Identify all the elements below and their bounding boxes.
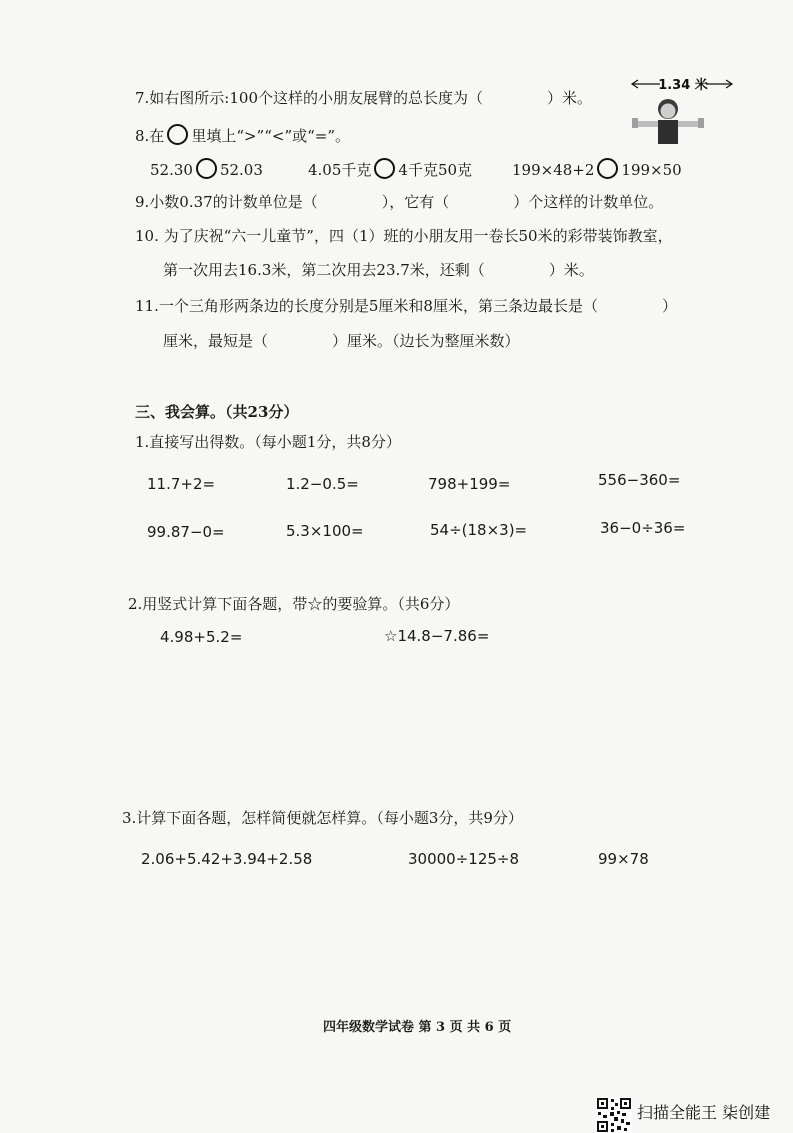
q8-item-1: [150, 158, 263, 180]
simplify-calc-3: 99×78: [598, 850, 649, 868]
q8-text2: 里填上“>”“<”或“=”。: [191, 127, 351, 145]
q9-line: [135, 192, 663, 212]
q9-b: ），它有（: [381, 193, 450, 211]
calc-2-3: 54÷(18×3)=: [430, 521, 528, 539]
child-arm-span-figure: [628, 76, 738, 146]
q11-line-1: [135, 296, 677, 316]
calc-1-4: 556−360=: [598, 471, 681, 489]
q8-item-3-circle[interactable]: [597, 158, 618, 179]
section-3-part-1-title: 1.直接写出得数。（每小题1分，共8分）: [135, 433, 401, 451]
calc-2-1: 99.87−0=: [147, 523, 225, 541]
vertical-calc-1: 4.98+5.2=: [160, 628, 243, 646]
q9-a: 9.小数0.37的计数单位是（: [135, 193, 318, 211]
q11-line2a: 厘米，最短是（: [163, 332, 269, 350]
q8-text: 8.在: [135, 127, 165, 145]
section-3-part-2-title: 2.用竖式计算下面各题，带☆的要验算。（共6分）: [128, 595, 460, 613]
q8-item-2-left: 4.05千克: [308, 161, 372, 179]
q8-item-3-left: 199×48+2: [512, 161, 595, 179]
q11-line1a: 11.一个三角形两条边的长度分别是5厘米和8厘米，第三条边最长是（: [135, 297, 598, 315]
q7-text: 7.如右图所示:100个这样的小朋友展臂的总长度为（: [135, 89, 483, 107]
q11-line1b: ）: [661, 297, 677, 315]
calc-1-3: 798+199=: [428, 475, 511, 493]
q8-item-1-circle[interactable]: [196, 158, 217, 179]
simplify-calc-2: 30000÷125÷8: [408, 850, 520, 868]
q8-item-2: [308, 158, 472, 180]
q8-line: [135, 124, 350, 146]
qr-code-icon: [596, 1097, 632, 1133]
calc-2-4: 36−0÷36=: [600, 519, 686, 537]
q8-item-2-circle[interactable]: [374, 158, 395, 179]
q7-line: [135, 88, 592, 108]
calc-1-1: 11.7+2=: [147, 475, 216, 493]
q10-line-2: [163, 260, 594, 280]
compare-circle-icon: [167, 124, 188, 145]
section-3-part-3-title: 3.计算下面各题，怎样简便就怎样算。（每小题3分，共9分）: [122, 809, 523, 827]
simplify-calc-1: 2.06+5.42+3.94+2.58: [141, 850, 313, 868]
q8-item-2-right: 4千克50克: [398, 161, 473, 179]
q8-item-1-left: 52.30: [150, 161, 193, 179]
q10-line2b: ）米。: [548, 261, 594, 279]
section-3-title: 三、我会算。（共23分）: [135, 403, 299, 421]
q8-item-3: [512, 158, 682, 180]
q8-item-3-right: 199×50: [621, 161, 682, 179]
q9-c: ）个这样的计数单位。: [513, 193, 664, 211]
scanner-watermark: 扫描全能王 柒创建: [637, 1103, 771, 1122]
vertical-calc-2: ☆14.8−7.86=: [384, 627, 490, 645]
q11-line-2: [163, 331, 520, 351]
q11-line2b: ）厘米。（边长为整厘米数）: [332, 332, 520, 350]
q10-line-1: 10. 为了庆祝“六一儿童节”，四（1）班的小朋友用一卷长50米的彩带装饰教室，: [135, 227, 673, 245]
page-footer: 四年级数学试卷 第 3 页 共 6 页: [323, 1020, 512, 1035]
q7-text-after: ）米。: [547, 89, 593, 107]
calc-2-2: 5.3×100=: [286, 522, 364, 540]
q8-item-1-right: 52.03: [219, 161, 263, 179]
arm-span-label: 1.34 米: [658, 78, 708, 93]
q10-line2a: 第一次用去16.3米，第二次用去23.7米，还剩（: [163, 261, 485, 279]
calc-1-2: 1.2−0.5=: [286, 475, 359, 493]
